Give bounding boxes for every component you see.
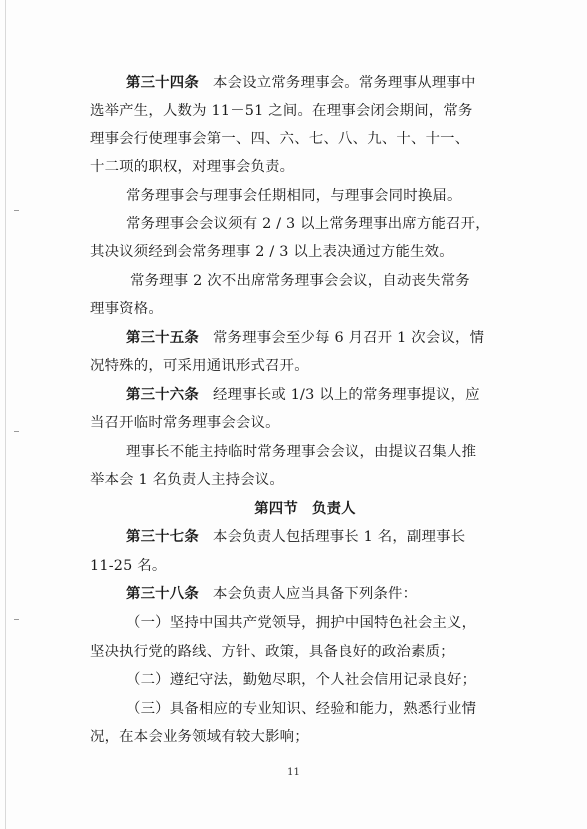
margin-tick (14, 431, 19, 432)
article-36-para-2-line-2: 举本会 1 名负责人主持会议。 (90, 472, 284, 488)
article-38-item-1-line-1: （一）坚持中国共产党领导，拥护中国特色社会主义， (126, 615, 477, 631)
article-37-line-1: 第三十七条 本会负责人包括理事长 1 名，副理事长 (126, 528, 466, 545)
article-34-line-1: 第三十四条 本会设立常务理事会。常务理事从理事中 (126, 74, 476, 91)
section-heading: 第四节 负责人 (254, 500, 356, 517)
scan-left-edge (5, 0, 6, 829)
article-38-item-3-line-1: （三）具备相应的专业知识、经验和能力，熟悉行业情 (126, 701, 477, 717)
article-title: 第三十五条 (126, 329, 199, 346)
article-38-item-2: （二）遵纪守法，勤勉尽职，个人社会信用记录良好； (126, 672, 477, 688)
article-34-para-4-line-1: 常务理事 2 次不出席常务理事会会议，自动丧失常务 (130, 273, 470, 289)
article-36-line-1: 第三十六条 经理事长或 1/3 以上的常务理事提议，应 (126, 386, 480, 403)
article-34-line-3: 理事会行使理事会第一、四、六、七、八、九、十、十一、 (90, 131, 470, 147)
article-36-para-2-line-1: 理事长不能主持临时常务理事会会议，由提议召集人推 (126, 444, 477, 460)
margin-tick (14, 619, 19, 620)
article-34-para-2: 常务理事会与理事会任期相同，与理事会同时换届。 (126, 188, 462, 204)
article-38-item-1-line-2: 坚决执行党的路线、方针、政策，具备良好的政治素质； (90, 644, 455, 660)
article-title: 第三十六条 (126, 386, 199, 403)
article-34-line-4: 十二项的职权，对理事会负责。 (90, 159, 295, 175)
article-38-item-3-line-2: 况，在本会业务领域有较大影响； (90, 729, 309, 745)
article-34-para-3-line-1: 常务理事会会议须有 2 / 3 以上常务理事出席方能召开， (126, 216, 490, 232)
article-34-para-4-line-2: 理事资格。 (90, 301, 163, 317)
margin-tick (14, 210, 19, 211)
article-title: 第三十四条 (126, 74, 199, 91)
article-35-line-2: 况特殊的，可采用通讯形式召开。 (90, 358, 309, 374)
article-37-line-2: 11-25 名。 (90, 558, 167, 574)
article-34-line-2: 选举产生，人数为 11－51 之间。在理事会闭会期间，常务 (90, 103, 473, 119)
article-title: 第三十七条 (126, 528, 199, 545)
article-36-line-2: 当召开临时常务理事会会议。 (90, 415, 280, 431)
article-title: 第三十八条 (126, 585, 199, 602)
page-number: 11 (287, 767, 300, 778)
article-35-line-1: 第三十五条 常务理事会至少每 6 月召开 1 次会议，情 (126, 329, 485, 346)
article-38-line-1: 第三十八条 本会负责人应当具备下列条件： (126, 585, 418, 602)
article-34-para-3-line-2: 其决议须经到会常务理事 2 / 3 以上表决通过方能生效。 (90, 244, 454, 260)
